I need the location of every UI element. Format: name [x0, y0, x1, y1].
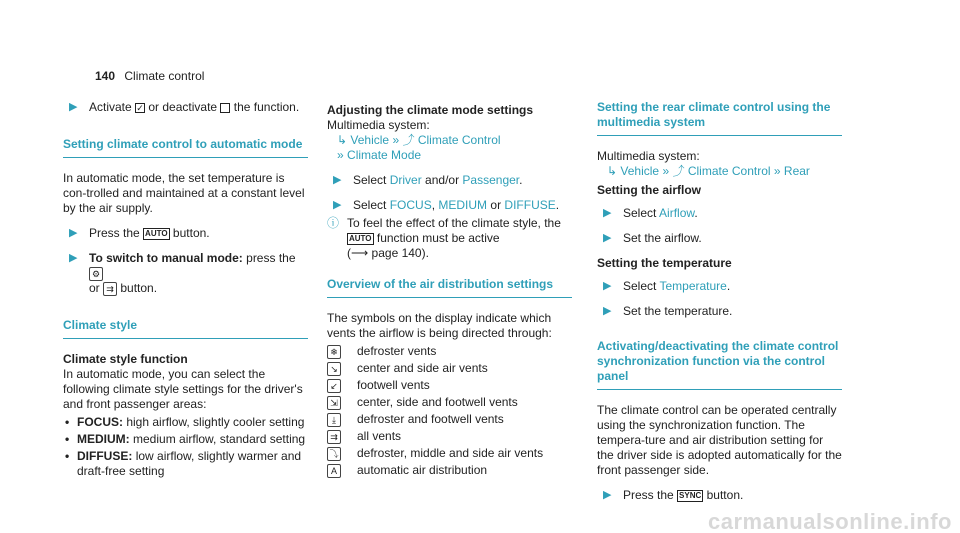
climate-icon: ⤴: [672, 164, 685, 178]
page-header: [95, 69, 204, 84]
info-icon: ⓘ: [327, 216, 340, 230]
option-focus[interactable]: FOCUS: [389, 198, 432, 212]
watermark: carmanualsonline.info: [708, 509, 952, 533]
section-heading-climate-style: Climate style: [63, 318, 308, 339]
auto-paragraph: In automatic mode, the set temperature is con-trolled and maintained at a constant level by the air supply.: [63, 171, 305, 215]
legend-row: ↙ footwell vents: [327, 377, 572, 394]
list-item: • FOCUS: high airflow, slightly cooler setting: [65, 415, 305, 429]
legend-row: A automatic air distribution: [327, 462, 572, 479]
path-climate-control[interactable]: Climate Control: [417, 133, 501, 147]
step-select-side: ▶ Select Driver and/or Passenger.: [333, 173, 523, 187]
multimedia-label: Multimedia system:: [327, 118, 430, 132]
section-heading-sync: Activating/deactivating the climate control synchronization function via the control panel: [597, 339, 842, 390]
column-right: [597, 100, 842, 513]
defroster-footwell-icon: ⤓: [327, 413, 341, 427]
option-airflow[interactable]: Airflow: [659, 206, 695, 220]
climate-icon: ⤴: [402, 133, 415, 147]
arrow-icon: ▶: [69, 252, 78, 264]
path-arrow-icon: ↳: [337, 133, 348, 147]
option-diffuse[interactable]: DIFFUSE: [504, 198, 556, 212]
path-vehicle[interactable]: Vehicle: [620, 164, 660, 178]
arrow-icon: ▶: [603, 489, 612, 501]
multimedia-label: Multimedia system:: [597, 149, 700, 163]
footwell-vents-icon: ↙: [327, 379, 341, 393]
sync-paragraph: The climate control can be operated centrally using the synchronization function. The tempera-ture and air distribution setting for the driver side is adopted automatically for the front passenger side.: [597, 403, 842, 477]
air-distribution-icon: ⇉: [103, 282, 117, 296]
fan-manual-icon: ⚙: [89, 267, 103, 281]
step-activate: ▶ Activate ✓ or deactivate the function.: [69, 100, 300, 114]
chapter-title: Climate control: [124, 69, 205, 83]
arrow-icon: ▶: [333, 199, 342, 211]
path-arrow-icon: ↳: [607, 164, 618, 178]
arrow-icon: ▶: [603, 280, 612, 292]
step-press-sync: ▶ Press the SYNC button.: [603, 488, 744, 502]
arrow-icon: ▶: [333, 174, 342, 186]
page-number: 140: [95, 69, 116, 83]
symbol-legend: [327, 343, 572, 479]
list-item: • DIFFUSE: low airflow, slightly warmer and draft-free setting: [65, 449, 302, 478]
column-middle: [327, 103, 572, 479]
legend-row: ⇲ center, side and footwell vents: [327, 394, 572, 411]
path-climate-control[interactable]: Climate Control: [687, 164, 771, 178]
chevron-right-icon: »: [773, 164, 781, 178]
step-select-airflow: ▶ Select Airflow.: [603, 206, 698, 220]
step-select-temperature: ▶ Select Temperature.: [603, 279, 731, 293]
defroster-icon: ❄: [327, 345, 341, 359]
arrow-icon: ▶: [603, 305, 612, 317]
step-press-auto: ▶ Press the AUTO button.: [69, 226, 210, 240]
checkbox-checked-icon: ✓: [136, 102, 144, 113]
arrow-icon: ▶: [603, 232, 612, 244]
defroster-middle-side-icon: ⤵: [327, 447, 341, 461]
center-side-vents-icon: ↘: [327, 362, 341, 376]
step-set-airflow: ▶ Set the airflow.: [603, 231, 702, 245]
page-reference[interactable]: page 140: [371, 246, 422, 260]
arrow-icon: ▶: [69, 227, 78, 239]
arrow-icon: ▶: [603, 207, 612, 219]
style-paragraph: In automatic mode, you can select the following climate style settings for the driver's and front passenger areas:: [63, 367, 303, 411]
section-heading-auto: Setting climate control to automatic mode: [63, 137, 308, 158]
adjust-heading: Adjusting the climate mode settings: [327, 103, 534, 117]
legend-row: ⤵ defroster, middle and side air vents: [327, 445, 572, 462]
airflow-heading: Setting the airflow: [597, 183, 702, 197]
center-side-footwell-icon: ⇲: [327, 396, 341, 410]
option-medium[interactable]: MEDIUM: [438, 198, 488, 212]
legend-row: ⇉ all vents: [327, 428, 572, 445]
path-rear[interactable]: Rear: [783, 164, 810, 178]
chevron-right-icon: »: [662, 164, 670, 178]
option-temperature[interactable]: Temperature: [659, 279, 727, 293]
menu-path: [327, 133, 572, 163]
page-ref-arrow-icon: ⟶: [351, 246, 369, 260]
temperature-heading: Setting the temperature: [597, 256, 732, 270]
option-driver[interactable]: Driver: [389, 173, 422, 187]
step-select-style: ▶ Select FOCUS, MEDIUM or DIFFUSE.: [333, 198, 560, 212]
legend-row: ⤓ defroster and footwell vents: [327, 411, 572, 428]
sync-key-icon: SYNC: [679, 490, 702, 500]
step-set-temperature: ▶ Set the temperature.: [603, 304, 733, 318]
arrow-icon: ▶: [69, 101, 78, 113]
chevron-right-icon: »: [337, 148, 344, 162]
section-heading-rear: Setting the rear climate control using the multimedia system: [597, 100, 842, 136]
option-passenger[interactable]: Passenger: [462, 173, 520, 187]
checkbox-empty-icon: [220, 103, 230, 113]
chevron-right-icon: »: [392, 133, 400, 147]
list-item: • MEDIUM: medium airflow, standard setting: [65, 432, 306, 446]
step-manual-mode: ▶ To switch to manual mode: press the ⚙ or ⇉ button.: [69, 251, 296, 295]
auto-key-icon: AUTO: [349, 233, 372, 243]
path-vehicle[interactable]: Vehicle: [350, 133, 390, 147]
menu-path: [597, 164, 842, 179]
style-subheading: Climate style function: [63, 352, 188, 366]
column-left: [63, 100, 308, 481]
overview-paragraph: The symbols on the display indicate which vents the airflow is being directed through:: [327, 311, 552, 340]
section-heading-overview: Overview of the air distribution settings: [327, 277, 572, 298]
auto-key-icon: AUTO: [145, 228, 168, 238]
note-block: ⓘ To feel the effect of the climate style, the AUTO function must be active (⟶ page 140).: [327, 216, 561, 260]
legend-row: ❄ defroster vents: [327, 343, 572, 360]
legend-row: ↘ center and side air vents: [327, 360, 572, 377]
all-vents-icon: ⇉: [327, 430, 341, 444]
path-climate-mode[interactable]: Climate Mode: [347, 148, 422, 162]
auto-distribution-icon: A: [327, 464, 341, 478]
